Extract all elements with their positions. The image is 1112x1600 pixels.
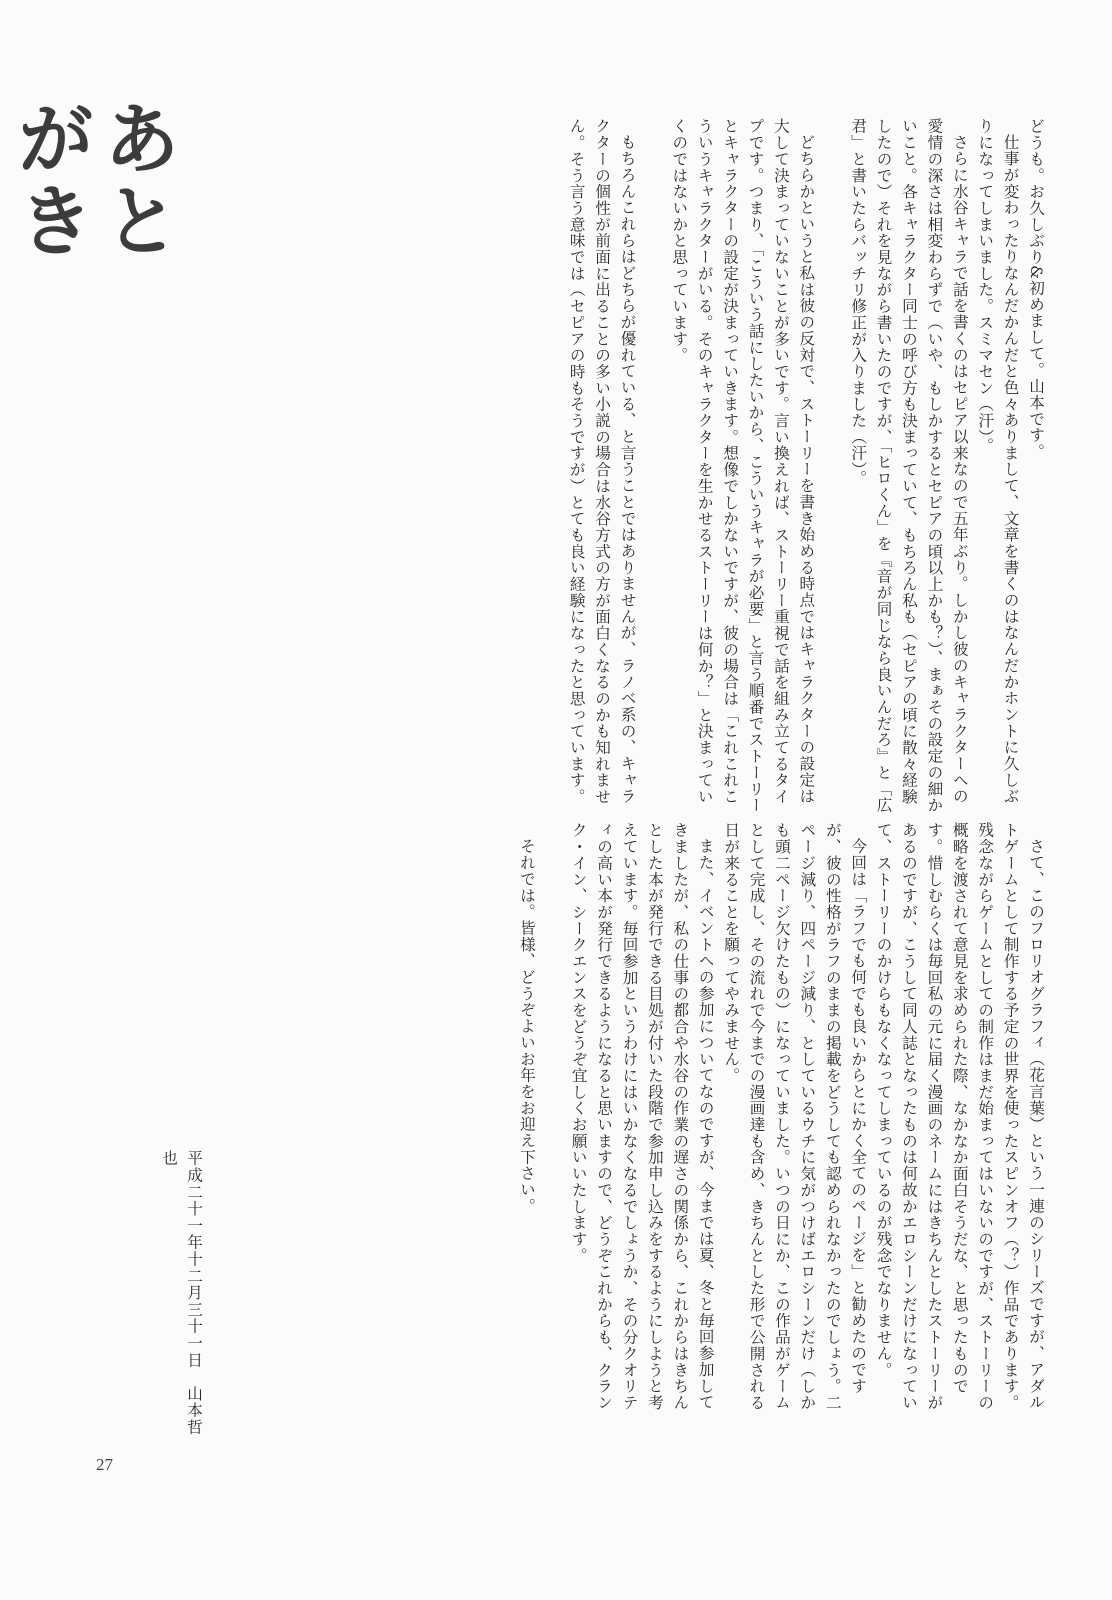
afterword-lower-section <box>304 822 1048 1422</box>
paragraph: また、イベントへの参加についてなのですが、今までは夏、冬と毎回参加してきましたが、私の仕事の都合や水谷の作業の遅さの関係から、これからはきちんとした本が発行できる目処が付いた段階で参加申し込みをするようにしようと考えています。毎回参加というわけにはいかなくなるでしょうか、その分クオリティの高い本が発行できるようになると思いますので、どうぞこれからも、クランク・イン、シークエンスをどうぞ宜しくお願いいたします。 <box>569 822 715 1411</box>
paragraph: もちろんこれらはどちらが優れている、と言うことではありませんが、ラノベ系の、キャラクターの個性が前面に出ることの多い小説の場合は水谷方式の方が面白くなるのかも知れません。そう言う意味では（セピアの時もそうですが）とても良い経験になったと思っています。 <box>567 118 637 805</box>
page-number: 27 <box>96 1455 113 1474</box>
page-title: あとがき <box>4 98 180 262</box>
paragraph: さらに水谷キャラで話を書くのはセピア以来なので五年ぶり。しかし彼のキャラクターへの愛情の深さは相変わらずで（いや、もしかするとセピアの頃以上かも？）、まぁその設定の細かいこと。各キャラクター同士の呼び方も決まっていて、もちろん私も（セピアの頃に散々経験したので）それを見ながら書いたのですが、「ヒロくん」を『音が同じなら良いんだろ』と「広君」と書いたらバッチリ修正が入りました（汗）。 <box>849 118 969 814</box>
paragraph: 今回は「ラフでも何でも良いからとにかく全てのページを」と勧めたのですが、彼の性格がラフのままの掲載をどうしても認められなかったのでしょう。二ページ減り、四ページ減り、としているウチに気がつけばエロシーンだけ（しかも頭二ページ欠けたもの）になっていました。いつの日にか、この作品がゲームとして完成し、その流れで今までの漫画達も含め、きちんとした形で公開される日が来ることを願ってやみません。 <box>722 822 868 1411</box>
paragraph: どちらかというと私は彼の反対で、ストーリーを書き始める時点ではキャラクターの設定は大して決まっていないことが多いです。言い換えれば、ストーリー重視で話を組み立てるタイプです。つまり、「こういう話にしたいから、こういうキャラが必要」と言う順番でストーリーとキャラクターの設定が決まっていきます。想像でしかないですが、彼の場合は「これこれこういうキャラクターがいる。そのキャラクターを生かせるストーリーは何か？」と決まっていくのではないかと思っています。 <box>670 118 816 814</box>
afterword-upper-section <box>296 118 1048 818</box>
paragraph: どうも。お久しぶり&初めまして。山本です。 <box>1027 118 1045 460</box>
paragraph: さて、このフロリオグラフィ（花言葉）という一連のシリーズですが、アダルトゲームとして制作する予定の世界を使ったスピンオフ（？）作品であります。残念ながらゲームとしての制作はまだ始まってはいないのですが、ストーリーの概略を渡されて意見を求められた際、なかなか面白そうだな、と思ったものです。惜しむらくは毎回私の元に届く漫画のネームにはきちんとしたストーリーがあるのですが、こうして同人誌となったものは何故かエロシーンだけになっていて、ストーリーのかけらもなくなってしまっているのが残念でなりません。 <box>874 822 1045 1411</box>
paragraph: それでは。皆様、どうぞよいお年をお迎え下さい。 <box>517 837 536 1214</box>
date-signature: 平成二十一年十二月三十一日 山本哲也 <box>160 1150 203 1436</box>
paragraph: 仕事が変わったりなんだかんだと色々ありまして、文章を書くのはなんだかホントに久しぶりになってしまいました。スミマセン（汗）。 <box>976 118 1020 804</box>
